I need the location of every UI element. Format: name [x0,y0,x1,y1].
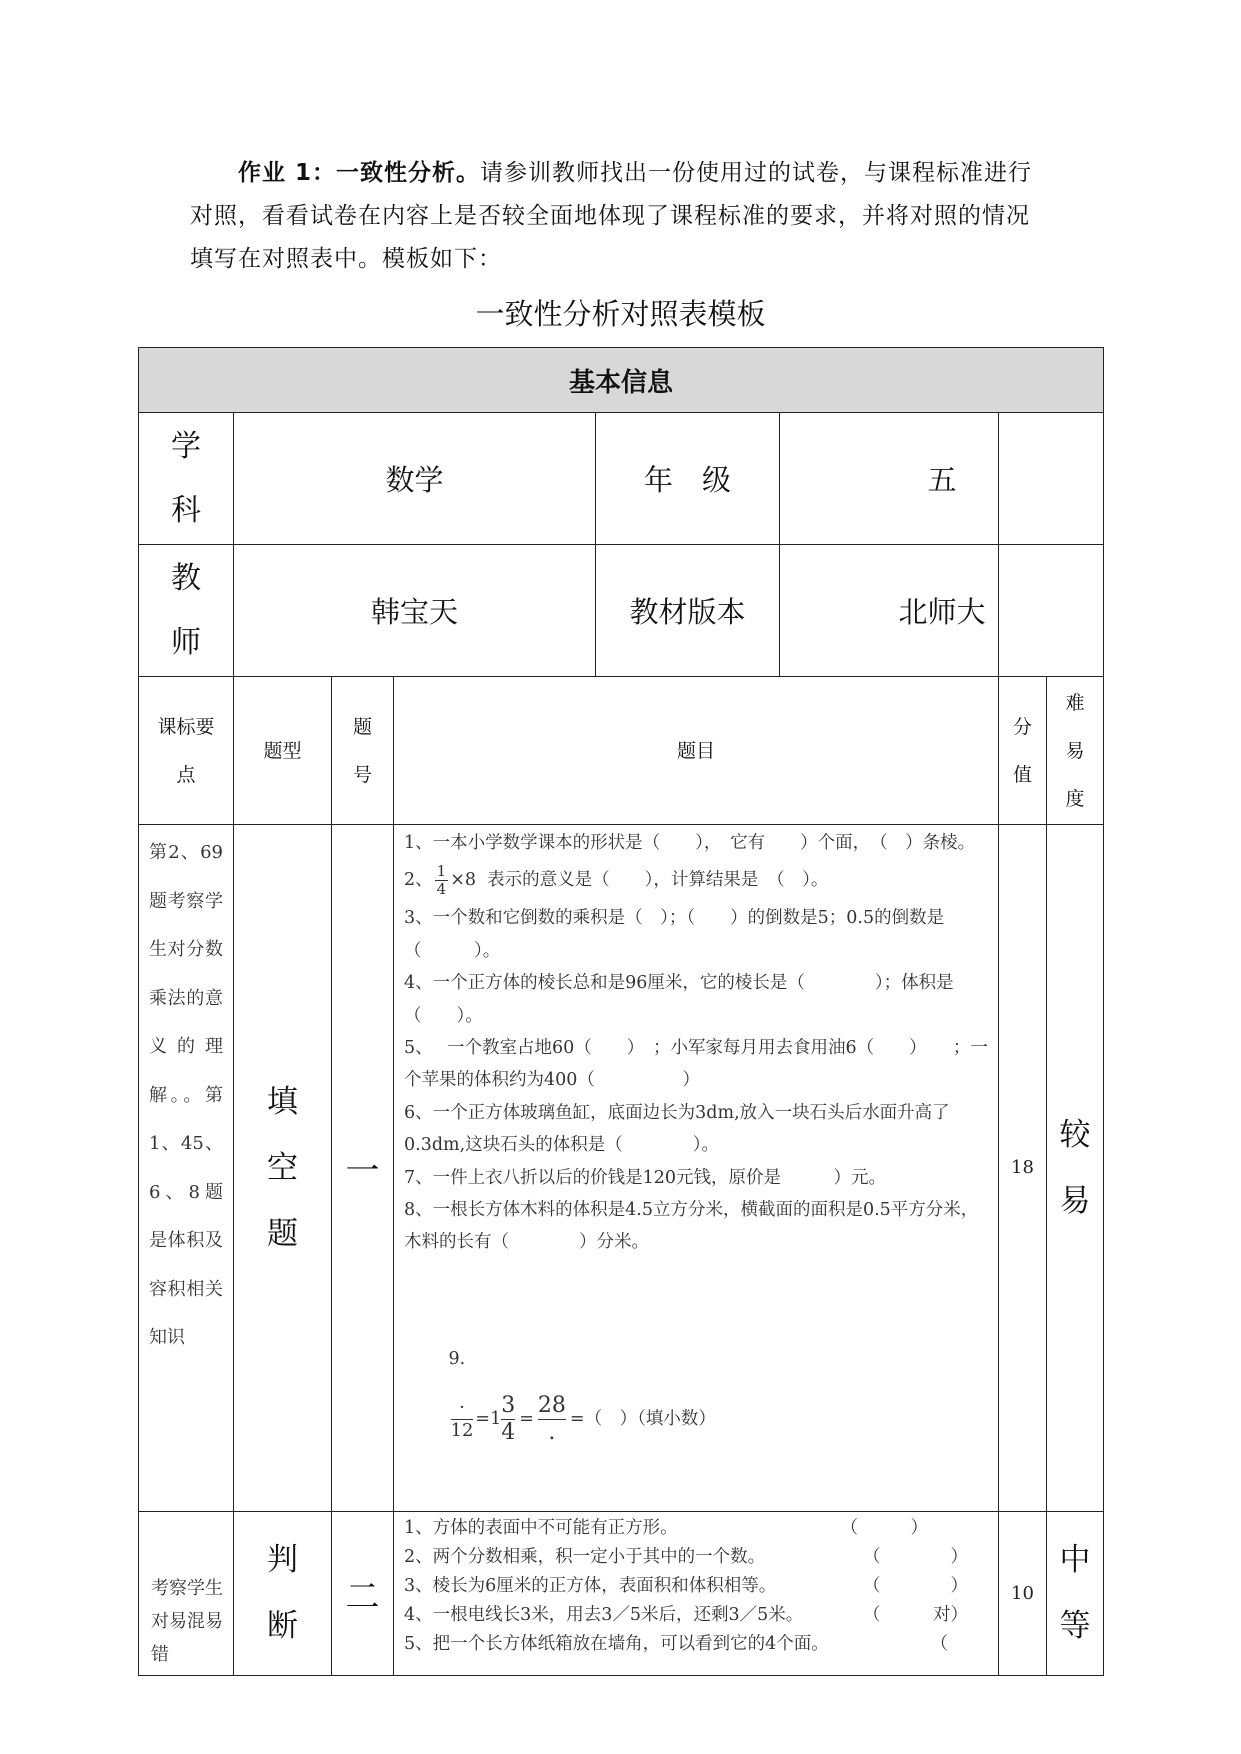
question-number-1: 一 [332,825,394,1512]
edition-value: 北师大 [779,545,1104,676]
question-1-3: 3、一个数和它倒数的乘积是（ ）；（ ）的倒数是5；0.5的倒数是（ ）。 [404,908,945,961]
col-difficulty: 难 易 度 [1047,677,1104,825]
score-1: 18 [999,825,1047,1512]
grade-value: 五 [779,413,1104,544]
difficulty-1: 较 易 [1047,825,1104,1512]
teacher-value: 韩宝天 教材版本 北师大 [234,545,999,677]
intro-line-1: 请参训教师找出一份使用过的试卷，与课程标准进行 [480,160,1033,186]
intro-label: 作业 1：一致性分析。 [238,160,481,186]
question-1-1: 1、一本小学数学课本的形状是（ ）， 它有 ）个面， （ ）条棱。 [404,833,976,853]
type-judgement: 判 断 [234,1511,332,1675]
question-2-1: 1、方体的表面中不可能有正方形。 （ ） [404,1517,928,1538]
type-fill-blank: 填 空 题 [234,825,332,1512]
grade-label: 年 级 [595,413,779,544]
question-1-2: 2、 $\frac{1}{4}$ ×8 表示的意义是（ ），计算结果是 （ ）。 [404,862,829,899]
intro-line-3: 填写在对照表中。模板如下： [190,246,502,272]
question-2-3: 3、棱长为6厘米的正方体，表面积和体积相等。 （ ） [404,1575,968,1596]
question-1-4: 4、一个正方体的棱长总和是96厘米，它的棱长是（ ）；体积是（ ）。 [404,973,954,1026]
fraction-quarter: $\frac{1}{4}$ [436,862,447,899]
question-1-9: 9. $\frac{\cdot}{12}$ =1 $\frac{3}{4}$ = 28 . =（ ）（填小数） [448,1348,716,1445]
standard-note-1: 第2、69题考察学生对分数乘法的意义的理解。。第1、45、6、8题是体积及容积相关知识 [139,825,234,1512]
page-title: 一致性分析对照表模板 [475,297,766,331]
subject-value: 数学 年 级 五 [234,413,999,545]
subject-label: 学 科 [139,413,234,545]
teacher-label: 教 师 [139,545,234,677]
col-standard: 课标要 点 [139,677,234,825]
question-list-1 [394,825,999,1512]
difficulty-2: 中 等 [1047,1511,1104,1675]
question-1-6: 6、一个正方体玻璃鱼缸，底面边长为3dm,放入一块石头后水面升高了0.3dm,这块石头的体积是（ ）。 [404,1102,950,1156]
question-2-4: 4、一根电线长3米，用去3／5米后，还剩3／5米。 （ 对） [404,1604,968,1625]
question-1-5: 5、 一个教室占地60（ ） ；小军家每月用去食用油6（ ） ；一个苹果的体积约为400（ ） [404,1038,988,1091]
col-number: 题 号 [332,677,394,825]
question-2-5: 5、把一个长方体纸箱放在墙角，可以看到它的4个面。 （ [404,1633,948,1654]
question-number-2: 二 [332,1511,394,1675]
question-1-8: 8、一根长方体木料的体积是4.5立方分米，横截面的面积是0.5平方分米，木料的长有（ ）分米。 [404,1200,979,1253]
standard-note-2: 考察学生对易混易错 [139,1511,234,1675]
basic-info-header: 基本信息 [139,348,1104,413]
edition-label: 教材版本 [595,545,779,676]
question-1-7: 7、一件上衣八折以后的价钱是120元钱，原价是 ）元。 [404,1167,887,1188]
analysis-table [138,347,1104,1676]
intro-line-2: 对照，看看试卷在内容上是否较全面地体现了课程标准的要求，并将对照的情况 [190,203,1030,229]
col-score: 分 值 [999,677,1047,825]
intro-paragraph [190,152,1070,281]
col-type: 题型 [234,677,332,825]
score-2: 10 [999,1511,1047,1675]
question-2-2: 2、两个分数相乘，积一定小于其中的一个数。 （ ） [404,1546,968,1567]
col-question: 题目 [394,677,999,825]
question-list-2 [394,1511,999,1675]
